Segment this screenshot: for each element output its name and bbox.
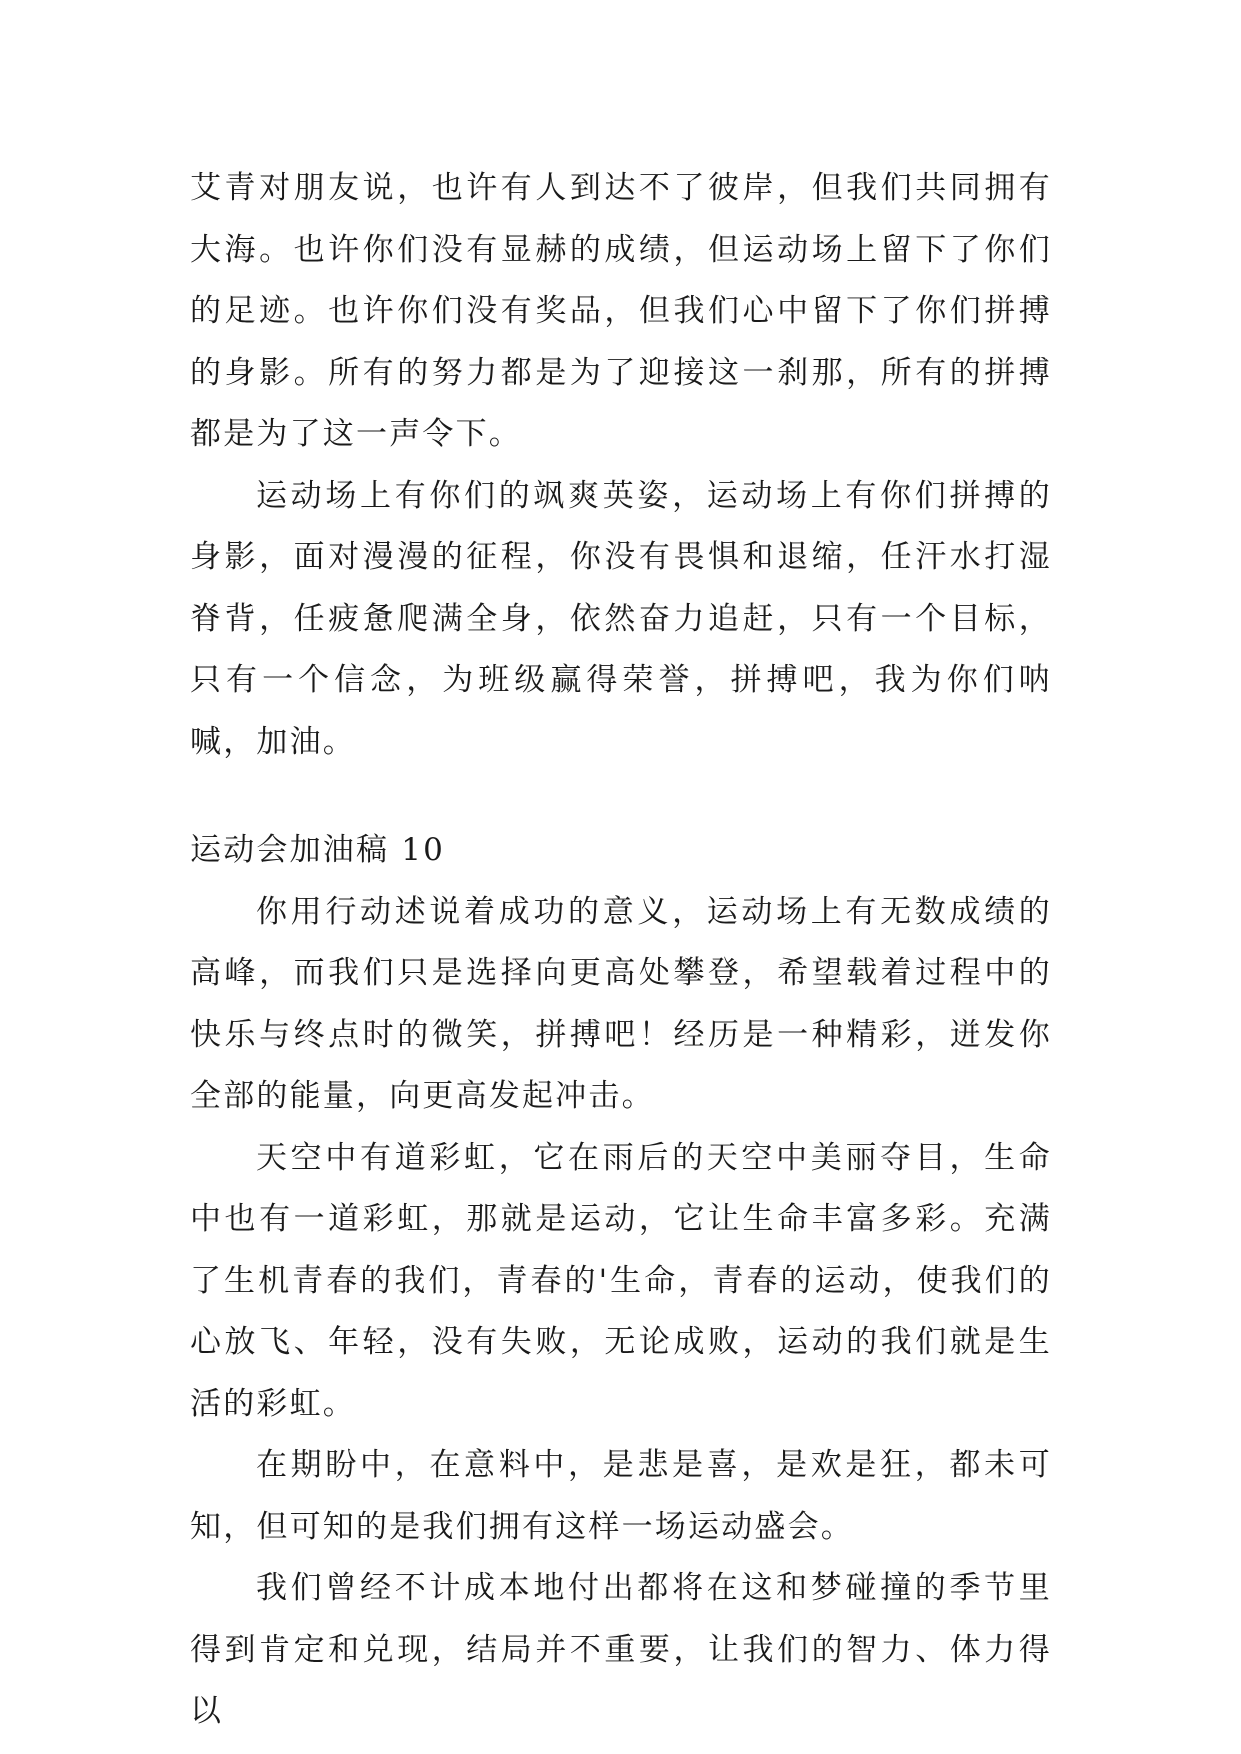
paragraph-3: 你用行动述说着成功的意义，运动场上有无数成绩的高峰，而我们只是选择向更高处攀登，希望载着过程中的快乐与终点时的微笑，拼搏吧！经历是一种精彩，迸发你全部的能量，向更高发起冲击。 — [190, 893, 1052, 1114]
paragraph-1: 艾青对朋友说，也许有人到达不了彼岸，但我们共同拥有大海。也许你们没有显赫的成绩，但运动场上留下了你们的足迹。也许你们没有奖品，但我们心中留下了你们拼搏的身影。所有的努力都是为了迎接这一刹那，所有的拼搏都是为了这一声令下。 — [190, 170, 1052, 452]
paragraph-6: 我们曾经不计成本地付出都将在这和梦碰撞的季节里得到肯定和兑现，结局并不重要，让我们的智力、体力得以 — [190, 1570, 1052, 1729]
section-heading: 运动会加油稿 10 — [190, 832, 446, 868]
paragraph-5: 在期盼中，在意料中，是悲是喜，是欢是狂，都未可知，但可知的是我们拥有这样一场运动盛会。 — [190, 1447, 1052, 1545]
document-body — [190, 158, 1052, 1743]
paragraph-4: 天空中有道彩虹，它在雨后的天空中美丽夺目，生命中也有一道彩虹，那就是运动，它让生命丰富多彩。充满了生机青春的我们，青春的'生命，青春的运动，使我们的心放飞、年轻，没有失败，无论成败，运动的我们就是生活的彩虹。 — [190, 1139, 1052, 1422]
paragraph-2: 运动场上有你们的飒爽英姿，运动场上有你们拼搏的身影，面对漫漫的征程，你没有畏惧和退缩，任汗水打湿脊背，任疲惫爬满全身，依然奋力追赶，只有一个目标，只有一个信念，为班级赢得荣誉，拼搏吧，我为你们呐喊，加油。 — [190, 477, 1052, 760]
